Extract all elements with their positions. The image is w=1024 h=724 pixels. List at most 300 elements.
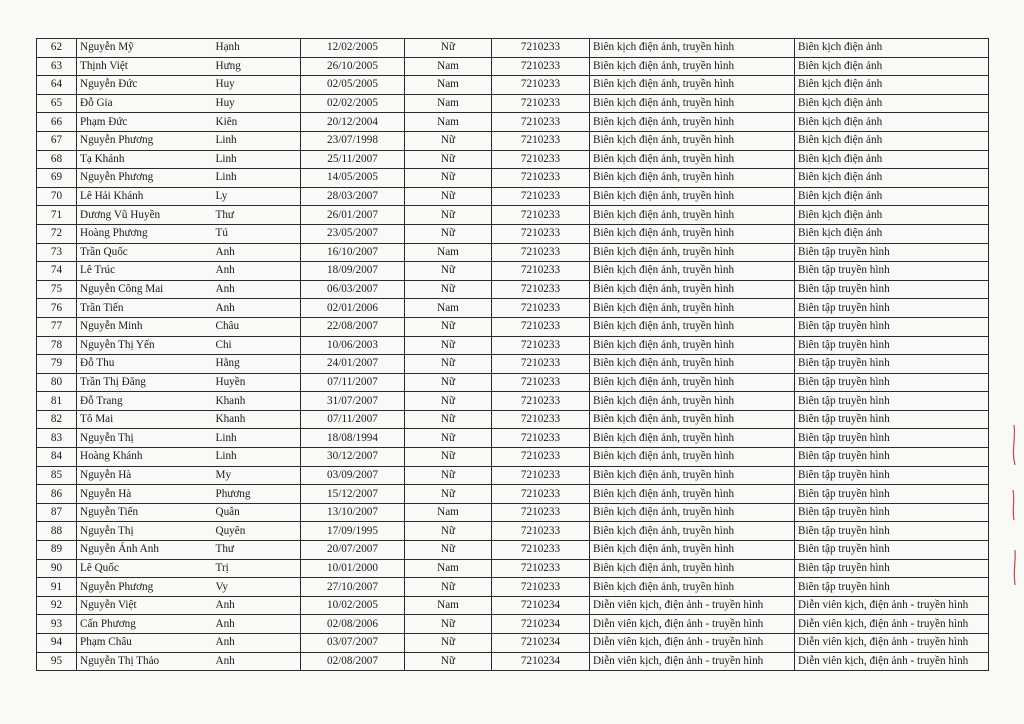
cell-last-name: Nguyễn Thị: [77, 429, 213, 448]
cell-gender: Nam: [405, 57, 492, 76]
table-row: [37, 392, 989, 411]
cell-major-name: Biên kịch điện ảnh, truyền hình: [590, 206, 795, 225]
cell-major-name: Diễn viên kịch, điện ảnh - truyền hình: [590, 596, 795, 615]
cell-major-code: 7210233: [492, 559, 590, 578]
cell-major-code: 7210233: [492, 503, 590, 522]
margin-ink-mark: [1006, 420, 1020, 590]
cell-stt: 92: [37, 596, 77, 615]
cell-last-name: Nguyễn Thị: [77, 522, 213, 541]
table-row: [37, 76, 989, 95]
cell-major-code: 7210233: [492, 113, 590, 132]
cell-major-code: 7210234: [492, 596, 590, 615]
cell-gender: Nữ: [405, 448, 492, 467]
cell-last-name: Nguyễn Phương: [77, 578, 213, 597]
cell-gender: Nữ: [405, 652, 492, 671]
cell-last-name: Cấn Phương: [77, 615, 213, 634]
cell-major-code: 7210233: [492, 187, 590, 206]
cell-major-name: Biên kịch điện ảnh, truyền hình: [590, 299, 795, 318]
cell-stt: 84: [37, 448, 77, 467]
cell-stt: 73: [37, 243, 77, 262]
cell-last-name: Nguyễn Minh: [77, 317, 213, 336]
cell-first-name: Linh: [213, 150, 301, 169]
table-row: [37, 522, 989, 541]
cell-major-code: 7210233: [492, 373, 590, 392]
cell-major-name: Biên kịch điện ảnh, truyền hình: [590, 336, 795, 355]
cell-stt: 66: [37, 113, 77, 132]
cell-first-name: Khanh: [213, 410, 301, 429]
cell-last-name: Nguyễn Phương: [77, 131, 213, 150]
cell-stt: 67: [37, 131, 77, 150]
cell-gender: Nữ: [405, 485, 492, 504]
cell-birth-date: 22/08/2007: [301, 317, 405, 336]
cell-gender: Nữ: [405, 206, 492, 225]
cell-first-name: Hưng: [213, 57, 301, 76]
cell-gender: Nam: [405, 94, 492, 113]
table-row: [37, 94, 989, 113]
cell-first-name: Anh: [213, 280, 301, 299]
cell-first-name: Hạnh: [213, 39, 301, 58]
cell-gender: Nam: [405, 113, 492, 132]
cell-last-name: Tô Mai: [77, 410, 213, 429]
cell-specialization: Biên tập truyền hình: [795, 355, 989, 374]
cell-first-name: My: [213, 466, 301, 485]
cell-specialization: Diễn viên kịch, điện ảnh - truyền hình: [795, 596, 989, 615]
cell-major-code: 7210233: [492, 578, 590, 597]
cell-birth-date: 17/09/1995: [301, 522, 405, 541]
cell-last-name: Nguyễn Hà: [77, 485, 213, 504]
cell-birth-date: 25/11/2007: [301, 150, 405, 169]
cell-specialization: Biên kịch điện ảnh: [795, 206, 989, 225]
table-row: [37, 224, 989, 243]
cell-specialization: Biên kịch điện ảnh: [795, 150, 989, 169]
cell-last-name: Nguyễn Mỹ: [77, 39, 213, 58]
cell-birth-date: 28/03/2007: [301, 187, 405, 206]
cell-major-code: 7210233: [492, 485, 590, 504]
cell-first-name: Chi: [213, 336, 301, 355]
cell-specialization: Biên kịch điện ảnh: [795, 187, 989, 206]
cell-birth-date: 03/09/2007: [301, 466, 405, 485]
cell-first-name: Khanh: [213, 392, 301, 411]
cell-gender: Nữ: [405, 131, 492, 150]
cell-gender: Nữ: [405, 262, 492, 281]
table-row: [37, 39, 989, 58]
table-row: [37, 317, 989, 336]
cell-gender: Nữ: [405, 317, 492, 336]
cell-major-code: 7210233: [492, 410, 590, 429]
cell-birth-date: 24/01/2007: [301, 355, 405, 374]
roster-body: [37, 39, 989, 671]
cell-stt: 71: [37, 206, 77, 225]
cell-major-name: Biên kịch điện ảnh, truyền hình: [590, 559, 795, 578]
cell-major-code: 7210233: [492, 131, 590, 150]
cell-stt: 80: [37, 373, 77, 392]
cell-major-code: 7210233: [492, 522, 590, 541]
cell-last-name: Trần Tiến: [77, 299, 213, 318]
table-row: [37, 652, 989, 671]
cell-birth-date: 10/06/2003: [301, 336, 405, 355]
cell-major-code: 7210233: [492, 39, 590, 58]
cell-major-name: Biên kịch điện ảnh, truyền hình: [590, 94, 795, 113]
cell-birth-date: 18/09/2007: [301, 262, 405, 281]
cell-birth-date: 06/03/2007: [301, 280, 405, 299]
cell-major-code: 7210233: [492, 299, 590, 318]
cell-specialization: Diễn viên kịch, điện ảnh - truyền hình: [795, 652, 989, 671]
table-row: [37, 150, 989, 169]
cell-specialization: Biên tập truyền hình: [795, 410, 989, 429]
cell-major-code: 7210233: [492, 466, 590, 485]
cell-major-name: Biên kịch điện ảnh, truyền hình: [590, 39, 795, 58]
cell-specialization: Biên tập truyền hình: [795, 262, 989, 281]
cell-last-name: Nguyễn Ánh Anh: [77, 541, 213, 560]
cell-birth-date: 23/07/1998: [301, 131, 405, 150]
cell-specialization: Biên kịch điện ảnh: [795, 169, 989, 188]
cell-last-name: Dương Vũ Huyền: [77, 206, 213, 225]
cell-major-name: Biên kịch điện ảnh, truyền hình: [590, 410, 795, 429]
cell-major-name: Biên kịch điện ảnh, truyền hình: [590, 485, 795, 504]
cell-specialization: Biên tập truyền hình: [795, 373, 989, 392]
cell-first-name: Quyên: [213, 522, 301, 541]
cell-major-code: 7210233: [492, 169, 590, 188]
cell-gender: Nam: [405, 76, 492, 95]
cell-major-name: Biên kịch điện ảnh, truyền hình: [590, 262, 795, 281]
table-row: [37, 187, 989, 206]
cell-last-name: Nguyễn Tiến: [77, 503, 213, 522]
cell-birth-date: 20/12/2004: [301, 113, 405, 132]
cell-stt: 77: [37, 317, 77, 336]
cell-birth-date: 31/07/2007: [301, 392, 405, 411]
cell-stt: 70: [37, 187, 77, 206]
cell-major-code: 7210233: [492, 317, 590, 336]
cell-first-name: Huy: [213, 94, 301, 113]
table-row: [37, 280, 989, 299]
cell-first-name: Anh: [213, 243, 301, 262]
table-row: [37, 466, 989, 485]
cell-major-name: Biên kịch điện ảnh, truyền hình: [590, 187, 795, 206]
cell-birth-date: 10/01/2000: [301, 559, 405, 578]
table-row: [37, 596, 989, 615]
cell-major-code: 7210233: [492, 429, 590, 448]
cell-stt: 81: [37, 392, 77, 411]
cell-gender: Nữ: [405, 187, 492, 206]
cell-major-name: Biên kịch điện ảnh, truyền hình: [590, 224, 795, 243]
cell-specialization: Biên kịch điện ảnh: [795, 113, 989, 132]
cell-major-name: Biên kịch điện ảnh, truyền hình: [590, 113, 795, 132]
cell-major-name: Biên kịch điện ảnh, truyền hình: [590, 317, 795, 336]
cell-last-name: Nguyễn Đức: [77, 76, 213, 95]
table-row: [37, 206, 989, 225]
table-row: [37, 541, 989, 560]
cell-birth-date: 27/10/2007: [301, 578, 405, 597]
cell-birth-date: 02/02/2005: [301, 94, 405, 113]
cell-stt: 68: [37, 150, 77, 169]
cell-specialization: Biên kịch điện ảnh: [795, 94, 989, 113]
table-row: [37, 355, 989, 374]
cell-major-code: 7210234: [492, 634, 590, 653]
cell-major-name: Biên kịch điện ảnh, truyền hình: [590, 355, 795, 374]
cell-stt: 95: [37, 652, 77, 671]
cell-first-name: Ly: [213, 187, 301, 206]
cell-first-name: Anh: [213, 299, 301, 318]
cell-first-name: Trị: [213, 559, 301, 578]
cell-major-name: Biên kịch điện ảnh, truyền hình: [590, 150, 795, 169]
cell-major-name: Biên kịch điện ảnh, truyền hình: [590, 578, 795, 597]
cell-stt: 64: [37, 76, 77, 95]
cell-first-name: Thư: [213, 206, 301, 225]
cell-gender: Nữ: [405, 522, 492, 541]
cell-major-name: Diễn viên kịch, điện ảnh - truyền hình: [590, 634, 795, 653]
cell-stt: 83: [37, 429, 77, 448]
cell-stt: 88: [37, 522, 77, 541]
cell-stt: 74: [37, 262, 77, 281]
cell-major-code: 7210233: [492, 94, 590, 113]
cell-gender: Nam: [405, 503, 492, 522]
cell-last-name: Lê Trúc: [77, 262, 213, 281]
cell-last-name: Thịnh Việt: [77, 57, 213, 76]
cell-specialization: Biên kịch điện ảnh: [795, 224, 989, 243]
cell-major-name: Diễn viên kịch, điện ảnh - truyền hình: [590, 652, 795, 671]
cell-first-name: Vy: [213, 578, 301, 597]
cell-gender: Nữ: [405, 280, 492, 299]
cell-major-code: 7210233: [492, 355, 590, 374]
cell-specialization: Biên tập truyền hình: [795, 541, 989, 560]
cell-gender: Nam: [405, 243, 492, 262]
cell-last-name: Hoàng Khánh: [77, 448, 213, 467]
cell-major-code: 7210233: [492, 448, 590, 467]
cell-last-name: Lê Hải Khánh: [77, 187, 213, 206]
cell-gender: Nữ: [405, 578, 492, 597]
cell-first-name: Anh: [213, 262, 301, 281]
cell-specialization: Biên tập truyền hình: [795, 485, 989, 504]
cell-birth-date: 10/02/2005: [301, 596, 405, 615]
cell-first-name: Anh: [213, 634, 301, 653]
cell-birth-date: 23/05/2007: [301, 224, 405, 243]
cell-birth-date: 14/05/2005: [301, 169, 405, 188]
cell-specialization: Biên tập truyền hình: [795, 317, 989, 336]
cell-specialization: Biên tập truyền hình: [795, 336, 989, 355]
cell-major-name: Biên kịch điện ảnh, truyền hình: [590, 392, 795, 411]
cell-major-name: Biên kịch điện ảnh, truyền hình: [590, 169, 795, 188]
cell-last-name: Nguyễn Phương: [77, 169, 213, 188]
cell-stt: 78: [37, 336, 77, 355]
cell-major-code: 7210233: [492, 76, 590, 95]
cell-last-name: Phạm Đức: [77, 113, 213, 132]
table-row: [37, 336, 989, 355]
cell-first-name: Huyền: [213, 373, 301, 392]
cell-major-code: 7210233: [492, 541, 590, 560]
cell-gender: Nam: [405, 299, 492, 318]
cell-last-name: Đỗ Trang: [77, 392, 213, 411]
cell-gender: Nữ: [405, 410, 492, 429]
table-row: [37, 262, 989, 281]
cell-stt: 91: [37, 578, 77, 597]
cell-major-code: 7210233: [492, 150, 590, 169]
table-row: [37, 57, 989, 76]
cell-major-name: Biên kịch điện ảnh, truyền hình: [590, 280, 795, 299]
table-row: [37, 113, 989, 132]
cell-stt: 85: [37, 466, 77, 485]
cell-major-name: Biên kịch điện ảnh, truyền hình: [590, 466, 795, 485]
cell-last-name: Đỗ Thu: [77, 355, 213, 374]
cell-specialization: Biên kịch điện ảnh: [795, 76, 989, 95]
cell-birth-date: 02/08/2006: [301, 615, 405, 634]
cell-specialization: Biên tập truyền hình: [795, 466, 989, 485]
cell-stt: 87: [37, 503, 77, 522]
cell-birth-date: 02/01/2006: [301, 299, 405, 318]
cell-stt: 82: [37, 410, 77, 429]
cell-last-name: Nguyễn Thị Yến: [77, 336, 213, 355]
cell-last-name: Nguyễn Thị Thảo: [77, 652, 213, 671]
cell-last-name: Lê Quốc: [77, 559, 213, 578]
cell-specialization: Biên tập truyền hình: [795, 503, 989, 522]
cell-specialization: Biên tập truyền hình: [795, 578, 989, 597]
cell-gender: Nam: [405, 596, 492, 615]
cell-gender: Nữ: [405, 373, 492, 392]
cell-first-name: Linh: [213, 169, 301, 188]
cell-specialization: Diễn viên kịch, điện ảnh - truyền hình: [795, 634, 989, 653]
cell-gender: Nữ: [405, 466, 492, 485]
cell-last-name: Nguyễn Hà: [77, 466, 213, 485]
cell-major-code: 7210234: [492, 652, 590, 671]
cell-specialization: Biên tập truyền hình: [795, 559, 989, 578]
cell-major-code: 7210233: [492, 336, 590, 355]
cell-first-name: Linh: [213, 131, 301, 150]
cell-stt: 75: [37, 280, 77, 299]
cell-first-name: Anh: [213, 652, 301, 671]
cell-major-code: 7210233: [492, 206, 590, 225]
cell-major-name: Biên kịch điện ảnh, truyền hình: [590, 243, 795, 262]
cell-last-name: Trần Quốc: [77, 243, 213, 262]
cell-first-name: Anh: [213, 615, 301, 634]
cell-birth-date: 03/07/2007: [301, 634, 405, 653]
table-row: [37, 299, 989, 318]
cell-stt: 62: [37, 39, 77, 58]
cell-gender: Nữ: [405, 336, 492, 355]
cell-first-name: Huy: [213, 76, 301, 95]
table-row: [37, 615, 989, 634]
cell-birth-date: 12/02/2005: [301, 39, 405, 58]
cell-first-name: Châu: [213, 317, 301, 336]
cell-specialization: Biên tập truyền hình: [795, 299, 989, 318]
cell-first-name: Tú: [213, 224, 301, 243]
cell-last-name: Đỗ Gia: [77, 94, 213, 113]
cell-major-name: Biên kịch điện ảnh, truyền hình: [590, 522, 795, 541]
table-row: [37, 429, 989, 448]
cell-specialization: Biên tập truyền hình: [795, 392, 989, 411]
cell-stt: 89: [37, 541, 77, 560]
cell-major-name: Biên kịch điện ảnh, truyền hình: [590, 429, 795, 448]
cell-stt: 79: [37, 355, 77, 374]
cell-first-name: Hằng: [213, 355, 301, 374]
table-row: [37, 559, 989, 578]
cell-stt: 65: [37, 94, 77, 113]
cell-major-name: Biên kịch điện ảnh, truyền hình: [590, 57, 795, 76]
cell-gender: Nữ: [405, 429, 492, 448]
table-row: [37, 373, 989, 392]
cell-birth-date: 18/08/1994: [301, 429, 405, 448]
cell-major-code: 7210233: [492, 57, 590, 76]
cell-major-code: 7210233: [492, 262, 590, 281]
cell-stt: 90: [37, 559, 77, 578]
cell-specialization: Biên kịch điện ảnh: [795, 39, 989, 58]
cell-gender: Nữ: [405, 169, 492, 188]
cell-specialization: Biên tập truyền hình: [795, 280, 989, 299]
cell-major-code: 7210234: [492, 615, 590, 634]
cell-birth-date: 07/11/2007: [301, 373, 405, 392]
cell-stt: 76: [37, 299, 77, 318]
cell-last-name: Tạ Khánh: [77, 150, 213, 169]
cell-stt: 93: [37, 615, 77, 634]
table-row: [37, 485, 989, 504]
cell-specialization: Biên kịch điện ảnh: [795, 131, 989, 150]
cell-birth-date: 02/08/2007: [301, 652, 405, 671]
cell-major-name: Diễn viên kịch, điện ảnh - truyền hình: [590, 615, 795, 634]
cell-birth-date: 20/07/2007: [301, 541, 405, 560]
cell-major-name: Biên kịch điện ảnh, truyền hình: [590, 131, 795, 150]
cell-birth-date: 16/10/2007: [301, 243, 405, 262]
table-row: [37, 634, 989, 653]
cell-major-name: Biên kịch điện ảnh, truyền hình: [590, 448, 795, 467]
student-roster-table: [36, 38, 989, 671]
cell-birth-date: 07/11/2007: [301, 410, 405, 429]
cell-last-name: Nguyễn Công Mai: [77, 280, 213, 299]
cell-gender: Nữ: [405, 541, 492, 560]
cell-major-name: Biên kịch điện ảnh, truyền hình: [590, 373, 795, 392]
cell-first-name: Linh: [213, 429, 301, 448]
cell-specialization: Biên tập truyền hình: [795, 522, 989, 541]
cell-last-name: Trần Thị Đăng: [77, 373, 213, 392]
cell-gender: Nam: [405, 559, 492, 578]
cell-birth-date: 30/12/2007: [301, 448, 405, 467]
cell-last-name: Phạm Châu: [77, 634, 213, 653]
cell-first-name: Quân: [213, 503, 301, 522]
cell-last-name: Nguyễn Việt: [77, 596, 213, 615]
cell-stt: 94: [37, 634, 77, 653]
cell-gender: Nữ: [405, 392, 492, 411]
cell-specialization: Biên tập truyền hình: [795, 429, 989, 448]
cell-stt: 72: [37, 224, 77, 243]
table-row: [37, 503, 989, 522]
cell-first-name: Phương: [213, 485, 301, 504]
table-row: [37, 131, 989, 150]
cell-specialization: Biên tập truyền hình: [795, 243, 989, 262]
cell-major-code: 7210233: [492, 280, 590, 299]
cell-specialization: Biên tập truyền hình: [795, 448, 989, 467]
cell-stt: 69: [37, 169, 77, 188]
cell-stt: 63: [37, 57, 77, 76]
cell-stt: 86: [37, 485, 77, 504]
cell-gender: Nữ: [405, 355, 492, 374]
cell-first-name: Anh: [213, 596, 301, 615]
cell-gender: Nữ: [405, 224, 492, 243]
cell-major-name: Biên kịch điện ảnh, truyền hình: [590, 541, 795, 560]
cell-first-name: Thư: [213, 541, 301, 560]
cell-first-name: Linh: [213, 448, 301, 467]
cell-major-code: 7210233: [492, 392, 590, 411]
table-row: [37, 243, 989, 262]
cell-specialization: Diễn viên kịch, điện ảnh - truyền hình: [795, 615, 989, 634]
cell-gender: Nữ: [405, 615, 492, 634]
cell-birth-date: 26/01/2007: [301, 206, 405, 225]
cell-gender: Nữ: [405, 150, 492, 169]
cell-major-name: Biên kịch điện ảnh, truyền hình: [590, 503, 795, 522]
cell-birth-date: 26/10/2005: [301, 57, 405, 76]
cell-major-code: 7210233: [492, 243, 590, 262]
cell-birth-date: 15/12/2007: [301, 485, 405, 504]
table-row: [37, 410, 989, 429]
cell-gender: Nữ: [405, 634, 492, 653]
cell-birth-date: 02/05/2005: [301, 76, 405, 95]
table-row: [37, 578, 989, 597]
